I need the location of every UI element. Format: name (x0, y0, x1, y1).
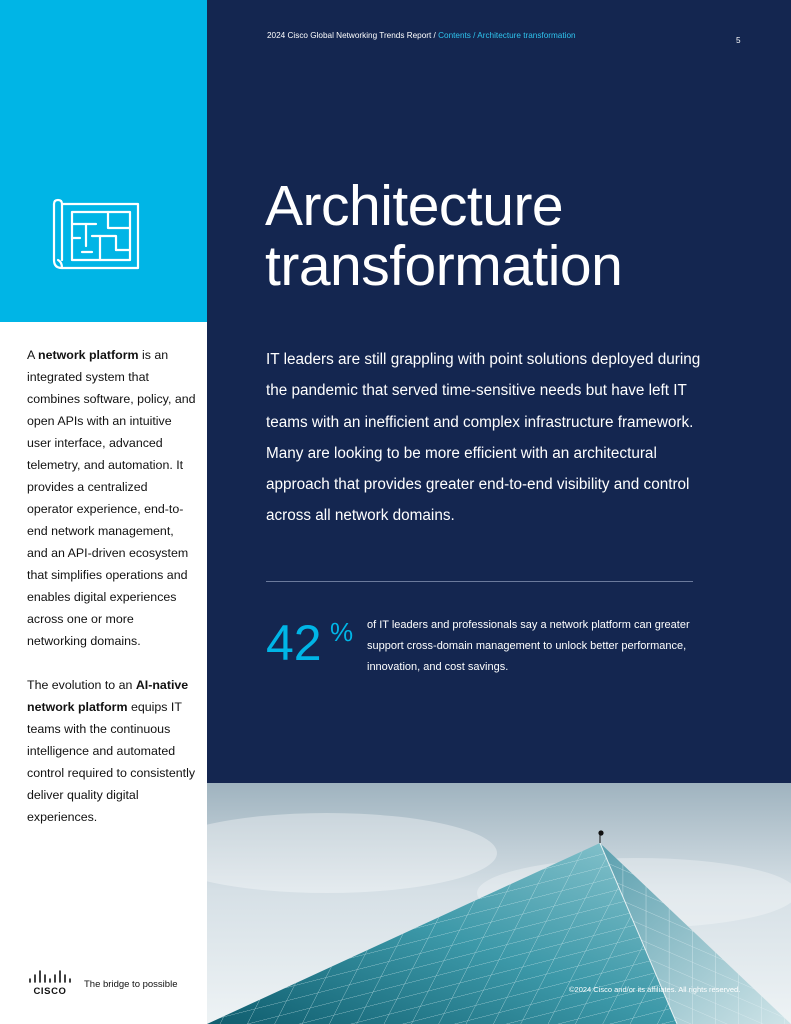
cisco-logo-icon (27, 968, 73, 996)
stat-percent-sign: % (330, 617, 354, 647)
breadcrumb-link[interactable]: Contents / Architecture transformation (438, 31, 576, 40)
intro-paragraph: IT leaders are still grappling with point solutions deployed during the pandemic that served time-sensitive needs but have left IT teams with an inefficient and complex infrastructure framework. Many are looking to be more efficient with an architectural approach that provides greater end-to-end visibility and control across all network domains. (266, 351, 701, 525)
network-platform-term: network platform (38, 348, 139, 362)
title-line-1: Architecture (265, 174, 564, 238)
left-accent-block (0, 0, 207, 322)
copyright: ©2024 Cisco and/or its affiliates. All rights reserved. (569, 985, 741, 994)
network-platform-definition: A network platform is an integrated system that combines software, policy, and open APIs with an intuitive user interface, advanced telemetry, and automation. It provides a centralized operator experience, end-to-end network management, and an API-driven ecosystem that simplifies operations and enables digital experiences across one or more networking domains. (27, 348, 196, 648)
svg-text:CISCO: CISCO (33, 986, 67, 996)
stat-value: 42 (266, 615, 322, 671)
page-number: 5 (736, 36, 741, 45)
page-title (265, 176, 622, 296)
ai-native-platform-paragraph: The evolution to an AI-native network platform equips IT teams with the continuous intelligence and automated control required to consistently deliver quality digital experiences. (27, 678, 196, 824)
sidebar-definition (27, 344, 197, 850)
blueprint-icon (52, 198, 140, 270)
ai-native-platform-term: AI-native network platform (27, 678, 189, 714)
report-title: 2024 Cisco Global Networking Trends Report / (267, 31, 436, 40)
divider (266, 581, 693, 582)
breadcrumb (267, 31, 576, 40)
stat-description: of IT leaders and professionals say a network platform can greater support cross-domain management to unlock better performance, innovation, and cost savings. (367, 619, 690, 673)
title-line-2: transformation (265, 234, 623, 298)
tagline: The bridge to possible (84, 979, 178, 990)
